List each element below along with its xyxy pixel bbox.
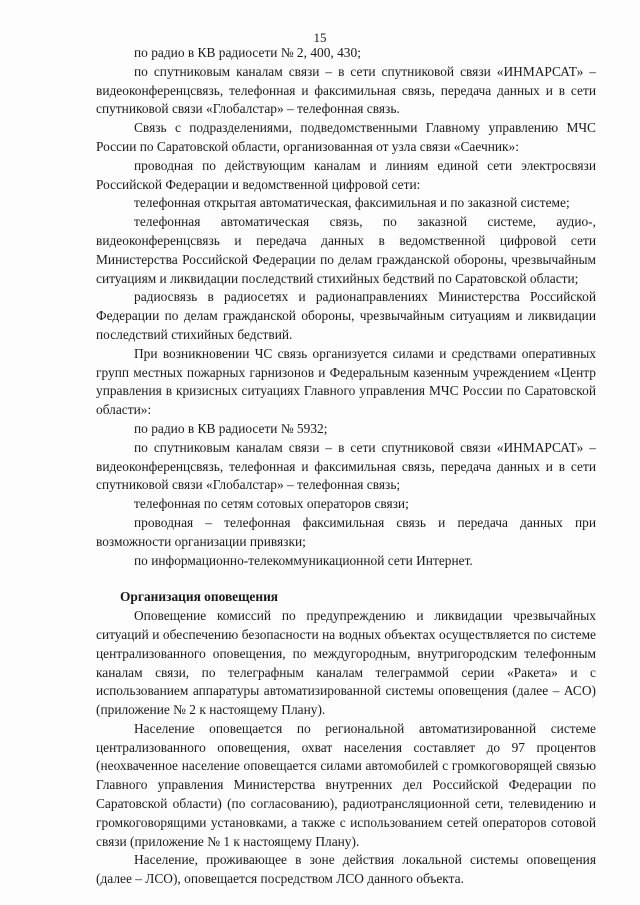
paragraph: телефонная открытая автоматическая, факсимильная и по заказной системе;	[134, 195, 570, 211]
paragraph: Население, проживающее в зоне действия локальной системы оповещения (далее – ЛСО), оповещается посредством ЛСО данного объекта.	[96, 852, 596, 887]
paragraph: При возникновении ЧС связь организуется силами и средствами оперативных групп местных пожарных гарнизонов и Федеральным казенным учреждением «Центр управления в кризисных ситуациях Главного управления МЧС России по Саратовской области»:	[96, 345, 596, 418]
paragraph: телефонная по сетям сотовых операторов связи;	[134, 496, 409, 512]
paragraph: проводная по действующим каналам и линиям единой сети электросвязи Российской Федерации и ведомственной цифровой сети:	[96, 157, 596, 192]
paragraph: Связь с подразделениями, подведомственными Главному управлению МЧС России по Саратовской области, организованная от узла связи «Саечник»:	[96, 120, 596, 154]
paragraph: проводная – телефонная факсимильная связь и передача данных при возможности организации привязки;	[96, 514, 596, 549]
paragraph: Население оповещается по региональной автоматизированной системе централизованного оповещения, охват населения составляет до 97 процентов (неохваченное население оповещается силами автомобилей с громкоговорящей связью Главного управления Министерства внутренних дел Российской Федерации по Саратовской области) (по согласованию), радиотрансляционной сети, телевидению и громкоговорящими установками, а также с использованием сетей операторов сотовой связи (приложение № 1 к настоящему Плану).	[96, 720, 596, 849]
paragraph: по радио в КВ радиосети № 5932;	[134, 420, 328, 436]
paragraph: по спутниковым каналам связи – в сети спутниковой связи «ИНМАРСАТ» – видеоконференцсвязь, телефонная и факсимильная связь, передача данных и в сети спутниковой связи «Глобалстар» – телефонная связь.	[96, 63, 596, 117]
document-body	[96, 44, 596, 889]
paragraph: радиосвязь в радиосетях и радионаправлениях Министерства Российской Федерации по делам гражданской обороны, чрезвычайным ситуациям и ликвидации последствий стихийных бедствий.	[96, 289, 596, 342]
paragraph: по радио в КВ радиосети № 2, 400, 430;	[134, 45, 361, 60]
page-number: 15	[313, 30, 327, 45]
section-heading: Организация оповещения	[120, 589, 279, 605]
paragraph: телефонная автоматическая связь, по заказной системе, аудио-, видеоконференцсвязь и передача данных в ведомственной цифровой сети Министерства Российской Федерации по делам гражданской обороны, чрезвычайным ситуациям и ликвидации последствий стихийных бедствий по Саратовской области;	[96, 214, 596, 286]
paragraph: Оповещение комиссий по предупреждению и ликвидации чрезвычайных ситуаций и обеспечению безопасности на водных объектах осуществляется по системе централизованного оповещения, по междугородным, внутригородским телефонным каналам связи, по телеграфным каналам телеграммой серии «Ракета» и с использованием аппаратуры автоматизированной системы оповещения (далее – АСО) (приложение № 2 к настоящему Плану).	[96, 608, 596, 718]
paragraph: по спутниковым каналам связи – в сети спутниковой связи «ИНМАРСАТ» – видеоконференцсвязь, телефонная и факсимильная связь, передача данных и в сети спутниковой связи «Глобалстар» – телефонная связь;	[96, 439, 596, 493]
paragraph: по информационно-телекоммуникационной сети Интернет.	[134, 552, 473, 568]
